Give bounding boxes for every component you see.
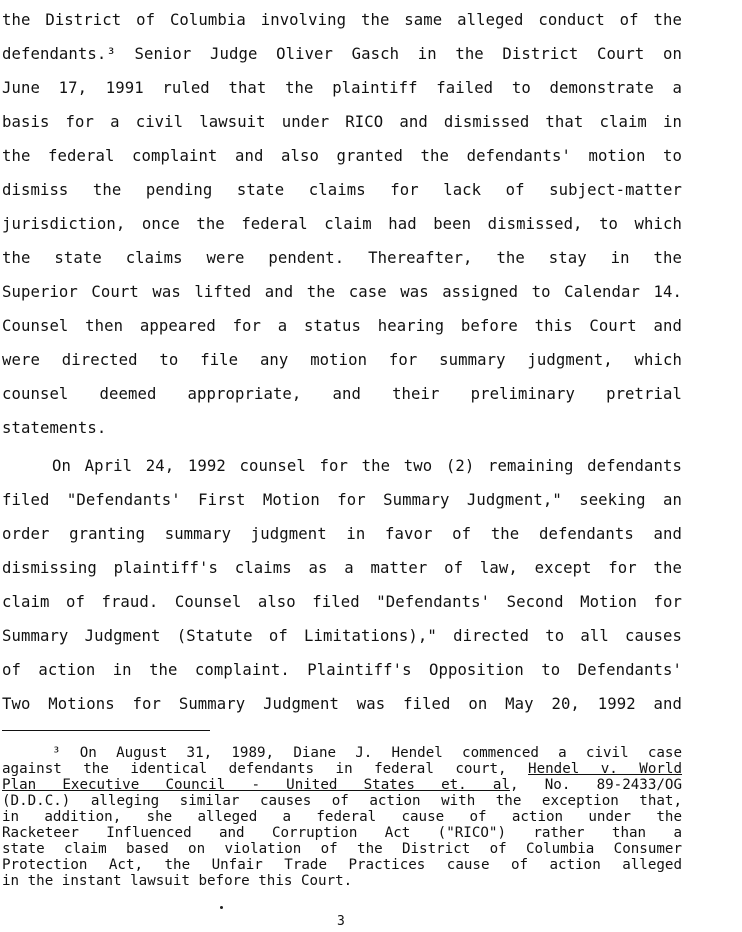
footnote-line: state claim based on violation of the District of Columbia Consumer — [2, 841, 682, 857]
footnote-text: against the identical defendants in federal court, — [2, 761, 529, 777]
body-line: Counsel then appeared for a status hearing before this Court and — [2, 317, 682, 335]
body-line: counsel deemed appropriate, and their preliminary pretrial — [2, 385, 682, 403]
case-name: Plan Executive Council - United States et. al — [2, 777, 511, 793]
footnote-line: ³ On August 31, 1989, Diane J. Hendel commenced a civil case — [52, 745, 682, 761]
page-number: 3 — [337, 914, 345, 929]
body-line: Two Motions for Summary Judgment was filed on May 20, 1992 and — [2, 695, 682, 713]
footnote-text: , No. 89-2433/OG — [510, 777, 683, 793]
body-line: June 17, 1991 ruled that the plaintiff failed to demonstrate a — [2, 79, 682, 97]
footnote-line: Racketeer Influenced and Corruption Act ("RICO") rather than a — [2, 825, 682, 841]
body-line: basis for a civil lawsuit under RICO and dismissed that claim in — [2, 113, 682, 131]
body-line: dismiss the pending state claims for lack of subject-matter — [2, 181, 682, 199]
footnote-line — [2, 762, 682, 778]
body-line: dismissing plaintiff's claims as a matter of law, except for the — [2, 559, 682, 577]
footnote-divider — [2, 730, 210, 731]
body-line: order granting summary judgment in favor of the defendants and — [2, 525, 682, 543]
body-line: On April 24, 1992 counsel for the two (2) remaining defendants — [52, 457, 682, 475]
body-line: the District of Columbia involving the same alleged conduct of the — [2, 11, 682, 29]
body-line: jurisdiction, once the federal claim had been dismissed, to which — [2, 215, 682, 233]
body-line: the state claims were pendent. Thereafter, the stay in the — [2, 249, 682, 267]
footnote-line: in addition, she alleged a federal cause of action under the — [2, 809, 682, 825]
footnote-line: Protection Act, the Unfair Trade Practices cause of action alleged — [2, 857, 682, 873]
case-name: Hendel v. World — [528, 761, 683, 777]
body-line: statements. — [2, 419, 107, 437]
body-line: were directed to file any motion for summary judgment, which — [2, 351, 682, 369]
footnote-line — [2, 778, 682, 794]
body-line: filed "Defendants' First Motion for Summary Judgment," seeking an — [2, 491, 682, 509]
body-line: of action in the complaint. Plaintiff's Opposition to Defendants' — [2, 661, 682, 679]
body-line: claim of fraud. Counsel also filed "Defendants' Second Motion for — [2, 593, 682, 611]
footnote-line: (D.D.C.) alleging similar causes of action with the exception that, — [2, 793, 682, 809]
body-line: defendants.³ Senior Judge Oliver Gasch in the District Court on — [2, 45, 682, 63]
body-line: the federal complaint and also granted the defendants' motion to — [2, 147, 682, 165]
footnote-line: in the instant lawsuit before this Court. — [2, 873, 353, 889]
scan-speck — [220, 906, 223, 909]
body-line: Superior Court was lifted and the case was assigned to Calendar 14. — [2, 283, 682, 301]
body-line: Summary Judgment (Statute of Limitations)," directed to all causes — [2, 627, 682, 645]
